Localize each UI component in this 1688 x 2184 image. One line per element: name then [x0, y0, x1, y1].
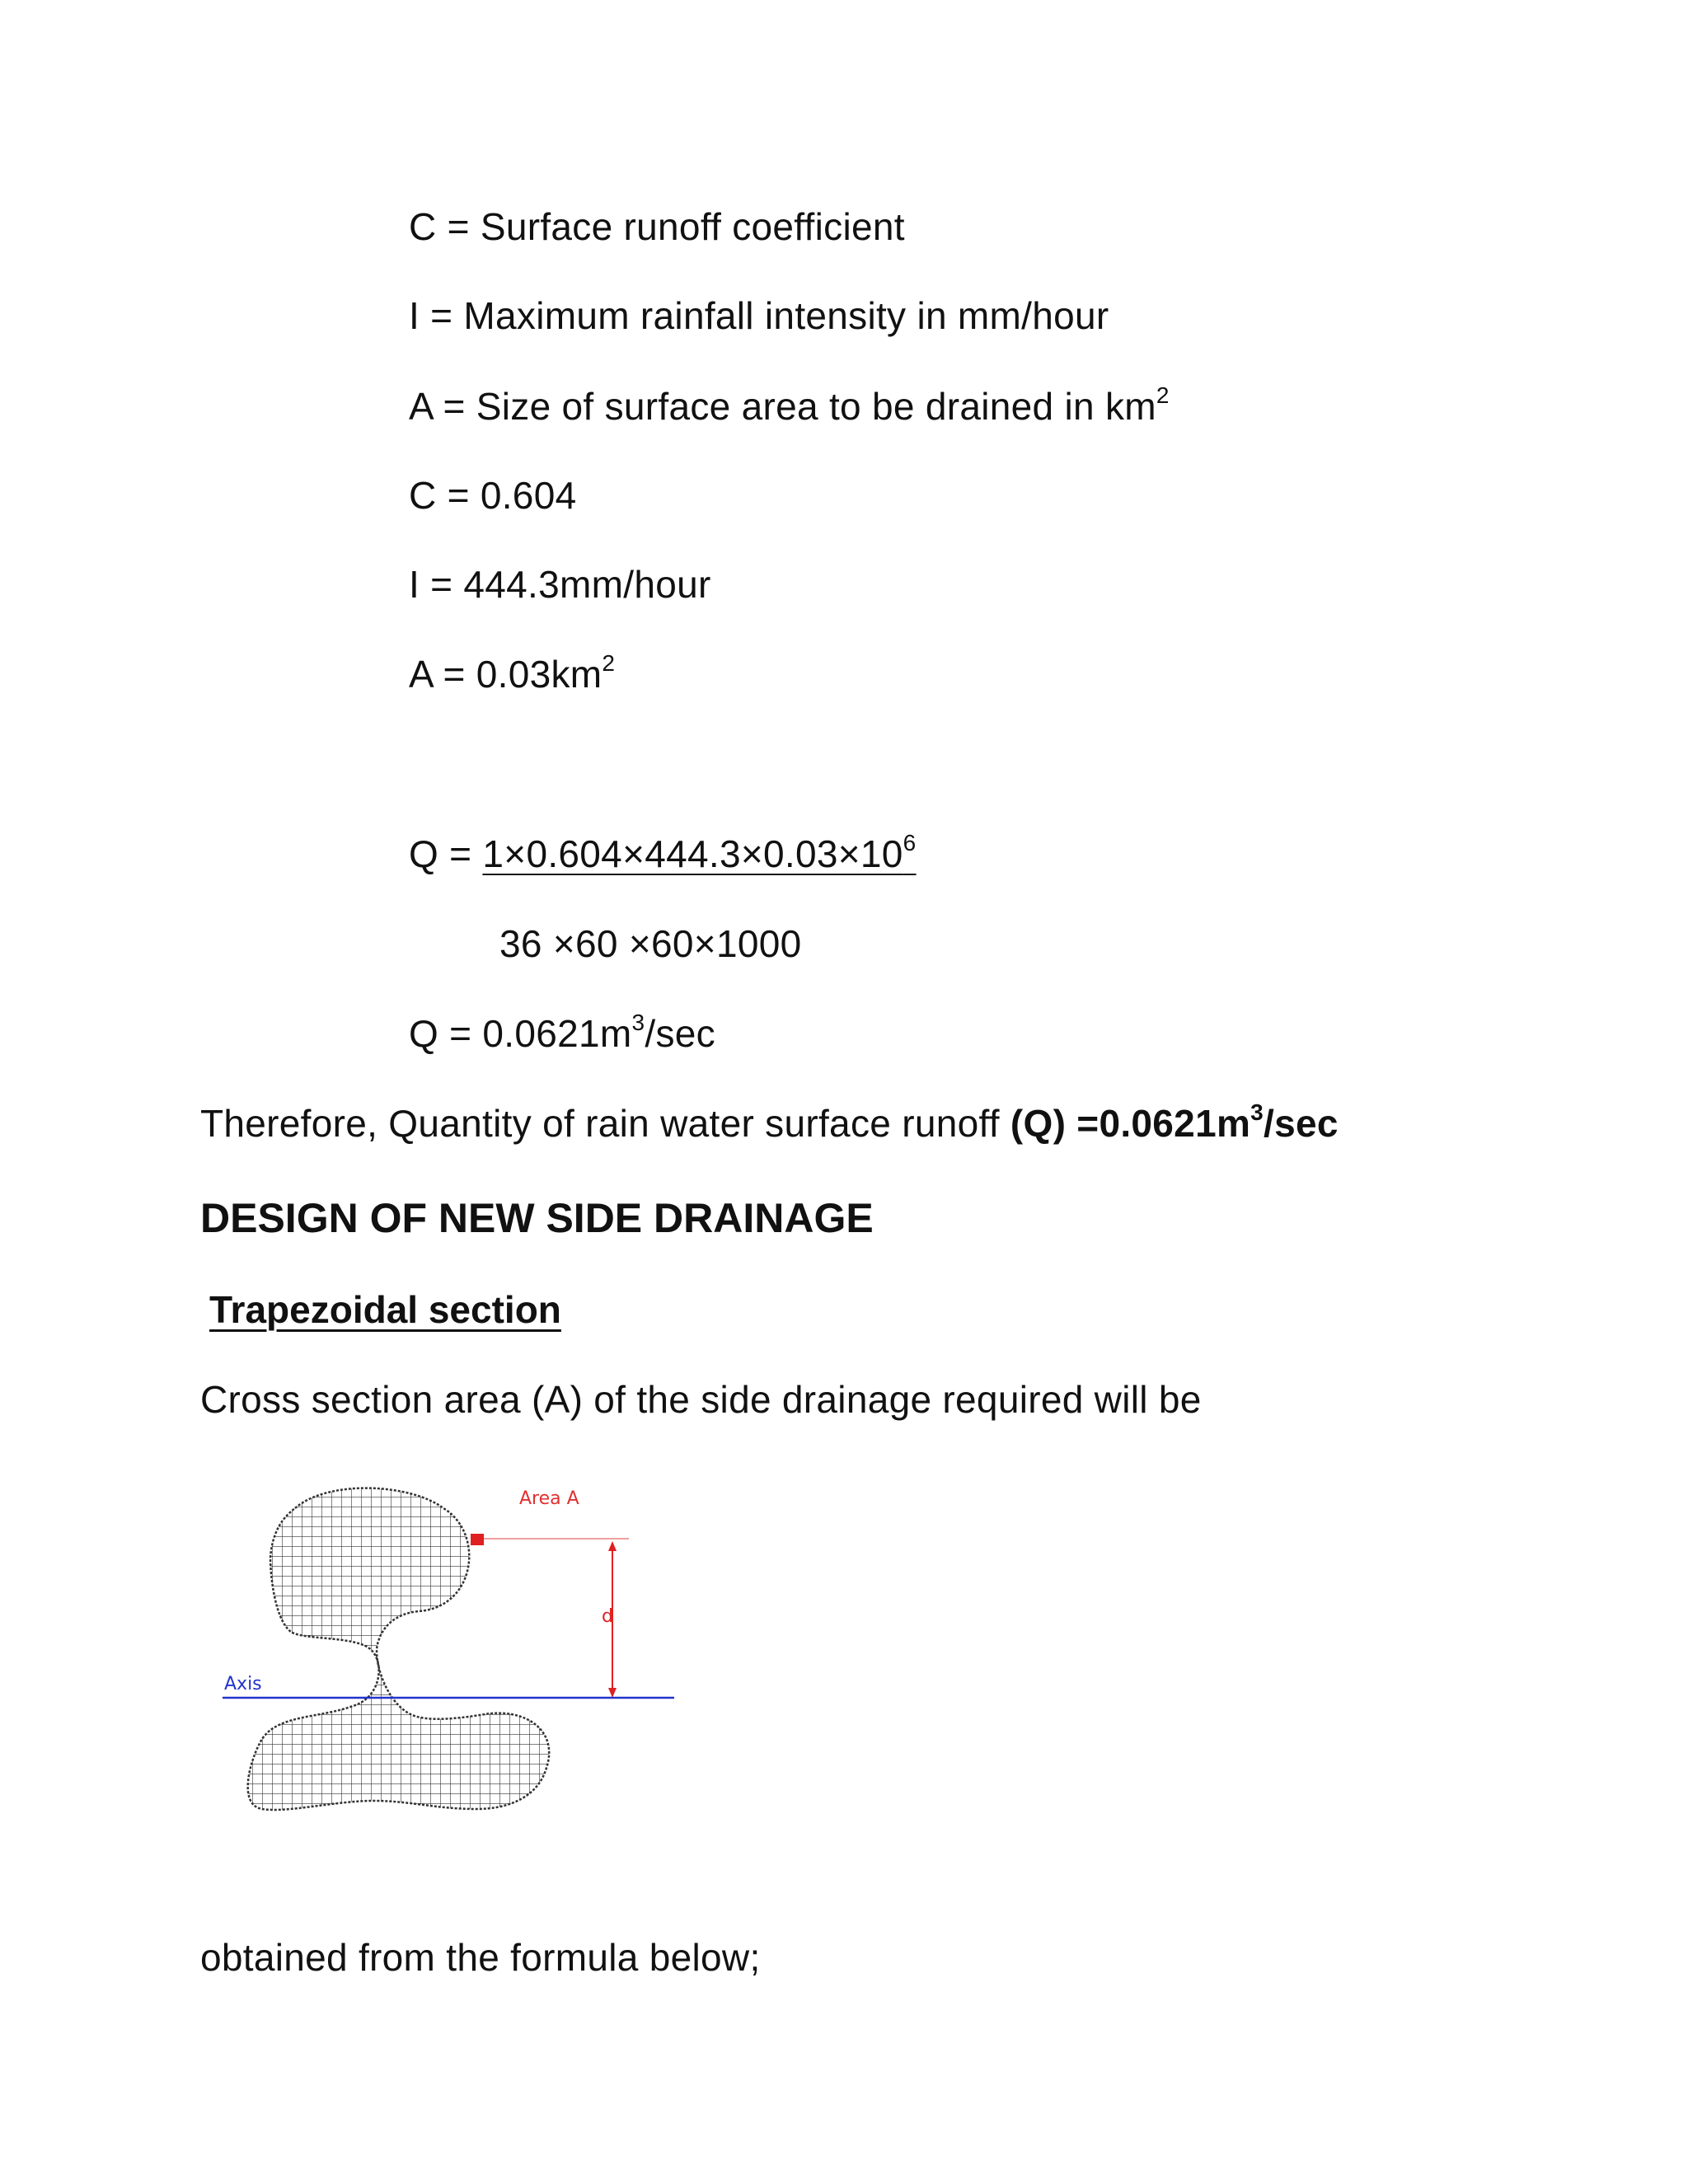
- conclusion-bold-exponent: 3: [1250, 1099, 1264, 1125]
- q-prefix: Q =: [409, 832, 483, 875]
- value-a-exponent: 2: [602, 650, 616, 676]
- axis: [223, 1674, 674, 1698]
- value-a-text: A = 0.03km: [409, 653, 603, 696]
- definition-a-exponent: 2: [1156, 382, 1170, 408]
- conclusion-bold-prefix: (Q) =0.0621m: [1010, 1102, 1251, 1145]
- section-heading: DESIGN OF NEW SIDE DRAINAGE: [200, 1195, 874, 1241]
- conclusion-text: Therefore, Quantity of rain water surface runoff: [200, 1102, 1010, 1145]
- section-subheading: Trapezoidal section: [209, 1288, 561, 1331]
- dimension-d: [484, 1539, 629, 1698]
- area-element-marker: [471, 1534, 484, 1545]
- q-result-prefix: Q = 0.0621m: [409, 1012, 632, 1055]
- definition-i: [409, 293, 1109, 339]
- value-i: [409, 561, 711, 607]
- d-label: d: [602, 1606, 613, 1627]
- area-shape: [213, 1467, 691, 1896]
- conclusion: [200, 1100, 1339, 1146]
- definition-i-text: I = Maximum rainfall intensity in mm/hour: [409, 294, 1109, 337]
- definition-c-text: C = Surface runoff coefficient: [409, 205, 905, 248]
- q-result: [409, 1010, 715, 1057]
- axis-label: Axis: [224, 1674, 262, 1694]
- definition-a-text: A = Size of surface area to be drained in km: [409, 385, 1156, 428]
- section-intro: Cross section area (A) of the side drainage required will be: [200, 1378, 1202, 1421]
- section-outro: obtained from the formula below;: [200, 1936, 761, 1979]
- conclusion-bold-value: [1010, 1099, 1339, 1145]
- value-c: [409, 472, 576, 518]
- q-numerator-text: 1×0.604×444.3×0.03×10: [482, 832, 903, 875]
- q-formula-numerator-line: [409, 831, 917, 877]
- definition-a: [409, 383, 1170, 429]
- value-i-text: I = 444.3mm/hour: [409, 563, 711, 606]
- definition-c: [409, 204, 905, 250]
- q-numerator: [482, 832, 916, 875]
- q-numerator-exponent: 6: [903, 830, 917, 855]
- conclusion-bold-suffix: /sec: [1264, 1102, 1339, 1145]
- cross-section-figure: [213, 1467, 691, 1896]
- q-result-suffix: /sec: [645, 1012, 715, 1055]
- q-formula-denominator: [499, 921, 801, 967]
- q-result-exponent: 3: [631, 1010, 645, 1035]
- value-a: [409, 651, 615, 697]
- area-label: Area A: [519, 1488, 579, 1509]
- value-c-text: C = 0.604: [409, 474, 577, 517]
- q-denominator-text: 36 ×60 ×60×1000: [499, 922, 802, 965]
